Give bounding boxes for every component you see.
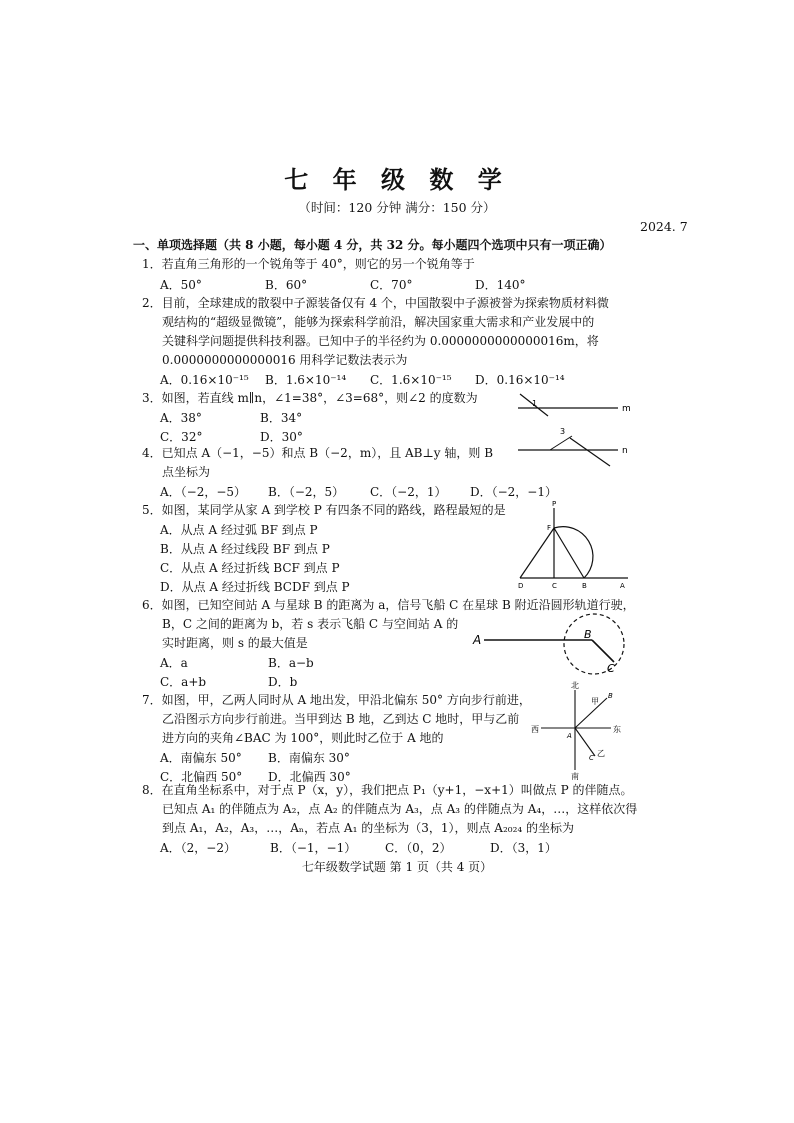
q8-option-b: B．（−1，−1） bbox=[270, 841, 357, 855]
q7-label-south: 南 bbox=[571, 772, 579, 781]
q3-option-d: D．30° bbox=[260, 430, 303, 444]
q7-label-north: 北 bbox=[571, 681, 579, 690]
q2-option-a: A．0.16×10⁻¹⁵ bbox=[160, 373, 249, 387]
question-3: 3．如图，若直线 m∥n，∠1=38°，∠3=68°，则∠2 的度数为 bbox=[142, 391, 478, 405]
exam-date: 2024. 7 bbox=[640, 219, 688, 234]
q5-label-d: D bbox=[518, 582, 524, 590]
q8-option-c: C．（0，2） bbox=[385, 841, 452, 855]
q1-option-d: D．140° bbox=[475, 278, 526, 292]
q5-option-a: A．从点 A 经过弧 BF 到点 P bbox=[160, 523, 318, 537]
q5-label-b: B bbox=[582, 582, 587, 590]
q2-option-d: D．0.16×10⁻¹⁴ bbox=[475, 373, 565, 387]
q6-label-c: C bbox=[607, 662, 615, 675]
q3-label-1: 1 bbox=[532, 399, 538, 408]
q7-label-c: C bbox=[589, 754, 594, 762]
question-1: 1．若直角三角形的一个锐角等于 40°，则它的另一个锐角等于 bbox=[142, 257, 475, 271]
q7-option-a: A．南偏东 50° bbox=[160, 751, 242, 765]
q7-label-west: 西 bbox=[531, 725, 539, 734]
q5-figure bbox=[510, 500, 630, 592]
question-6-line-3: 实时距离，则 s 的最大值是 bbox=[162, 636, 308, 650]
q3-label-3: 3 bbox=[560, 427, 566, 436]
page-footer: 七年级数学试题 第 1 页（共 4 页） bbox=[301, 860, 493, 874]
q1-option-a: A．50° bbox=[160, 278, 202, 292]
q7-option-d: D．北偏西 30° bbox=[268, 770, 351, 784]
q7-label-yi: 乙 bbox=[597, 749, 605, 758]
question-2-line-3: 关键科学问题提供科技利器。已知中子的半径约为 0.0000000000000016m，将 bbox=[162, 334, 599, 348]
q3-option-a: A．38° bbox=[160, 411, 202, 425]
q4-option-a: A．（−2，−5） bbox=[160, 485, 247, 499]
q6-option-c: C．a+b bbox=[160, 675, 207, 689]
q7-figure bbox=[531, 681, 625, 781]
q2-option-c: C．1.6×10⁻¹⁵ bbox=[370, 373, 452, 387]
question-6-line-1: 6．如图，已知空间站 A 与星球 B 的距离为 a，信号飞船 C 在星球 B 附近沿圆形轨道行驶， bbox=[142, 598, 635, 612]
q4-option-c: C．（−2，1） bbox=[370, 485, 447, 499]
q3-option-b: B．34° bbox=[260, 411, 303, 425]
q5-label-a: A bbox=[620, 582, 625, 590]
q3-label-m: m bbox=[622, 404, 631, 414]
question-2-line-2: 观结构的“超级显微镜”，能够为探索科学前沿，解决国家重大需求和产业发展中的 bbox=[162, 315, 595, 329]
q6-option-a: A．a bbox=[160, 656, 188, 670]
q5-option-c: C．从点 A 经过折线 BCF 到点 P bbox=[160, 561, 340, 575]
question-7-line-3: 进方向的夹角∠BAC 为 100°，则此时乙位于 A 地的 bbox=[162, 731, 444, 745]
question-4-line-1: 4．已知点 A（−1，−5）和点 B（−2，m），且 AB⊥y 轴，则 B bbox=[142, 446, 494, 460]
question-4-line-2: 点坐标为 bbox=[162, 465, 211, 479]
q7-label-jia: 甲 bbox=[591, 697, 599, 706]
q7-label-a: A bbox=[567, 732, 572, 740]
q6-option-d: D．b bbox=[268, 675, 298, 689]
q3-label-n: n bbox=[622, 446, 628, 456]
q8-option-a: A．（2，−2） bbox=[160, 841, 236, 855]
q5-option-b: B．从点 A 经过线段 BF 到点 P bbox=[160, 542, 330, 556]
q3-option-c: C．32° bbox=[160, 430, 203, 444]
question-7-line-2: 乙沿图示方向步行前进。当甲到达 B 地，乙到达 C 地时，甲与乙前 bbox=[162, 712, 520, 726]
q5-label-f: F bbox=[547, 524, 552, 532]
q6-figure bbox=[470, 610, 640, 680]
section-heading: 一、单项选择题（共 8 小题，每小题 4 分，共 32 分。每小题四个选项中只有一项正确） bbox=[133, 238, 612, 252]
q5-label-c: C bbox=[552, 582, 557, 590]
question-8-line-1: 8．在直角坐标系中，对于点 P（x，y），我们把点 P₁（y+1，−x+1）叫做点 P 的伴随点。 bbox=[142, 783, 633, 797]
question-5: 5．如图，某同学从家 A 到学校 P 有四条不同的路线，路程最短的是 bbox=[142, 503, 506, 517]
question-6-line-2: B，C 之间的距离为 b，若 s 表示飞船 C 与空间站 A 的 bbox=[162, 617, 459, 631]
q7-option-b: B．南偏东 30° bbox=[268, 751, 350, 765]
question-8-line-3: 到点 A₁，A₂，A₃，…，Aₙ，若点 A₁ 的坐标为（3，1），则点 A₂₀₂₄ 的坐标为 bbox=[162, 821, 575, 835]
q2-option-b: B．1.6×10⁻¹⁴ bbox=[265, 373, 347, 387]
q6-label-a: A bbox=[473, 633, 482, 647]
q7-label-b: B bbox=[608, 692, 613, 700]
q7-option-c: C．北偏西 50° bbox=[160, 770, 243, 784]
q4-option-d: D．（−2，−1） bbox=[470, 485, 558, 499]
page-title: 七 年 级 数 学 bbox=[284, 165, 510, 194]
question-7-line-1: 7．如图，甲，乙两人同时从 A 地出发，甲沿北偏东 50° 方向步行前进， bbox=[142, 693, 531, 707]
exam-info: （时间：120 分钟 满分：150 分） bbox=[298, 200, 496, 215]
q1-option-c: C．70° bbox=[370, 278, 413, 292]
question-2-line-1: 2．目前，全球建成的散裂中子源装备仅有 4 个，中国散裂中子源被誉为探索物质材料微 bbox=[142, 296, 609, 310]
q4-option-b: B．（−2，5） bbox=[268, 485, 345, 499]
question-8-line-2: 已知点 A₁ 的伴随点为 A₂，点 A₂ 的伴随点为 A₃，点 A₃ 的伴随点为 A₄，…，这样依次得 bbox=[162, 802, 638, 816]
q3-figure bbox=[510, 388, 630, 468]
q1-option-b: B．60° bbox=[265, 278, 308, 292]
q6-label-b: B bbox=[584, 628, 592, 641]
q7-label-east: 东 bbox=[613, 725, 621, 734]
question-2-line-4: 0.0000000000000016 用科学记数法表示为 bbox=[162, 353, 408, 367]
q8-option-d: D．（3，1） bbox=[490, 841, 557, 855]
q5-label-p: P bbox=[552, 500, 557, 508]
q5-option-d: D．从点 A 经过折线 BCDF 到点 P bbox=[160, 580, 350, 594]
q6-option-b: B．a−b bbox=[268, 656, 314, 670]
